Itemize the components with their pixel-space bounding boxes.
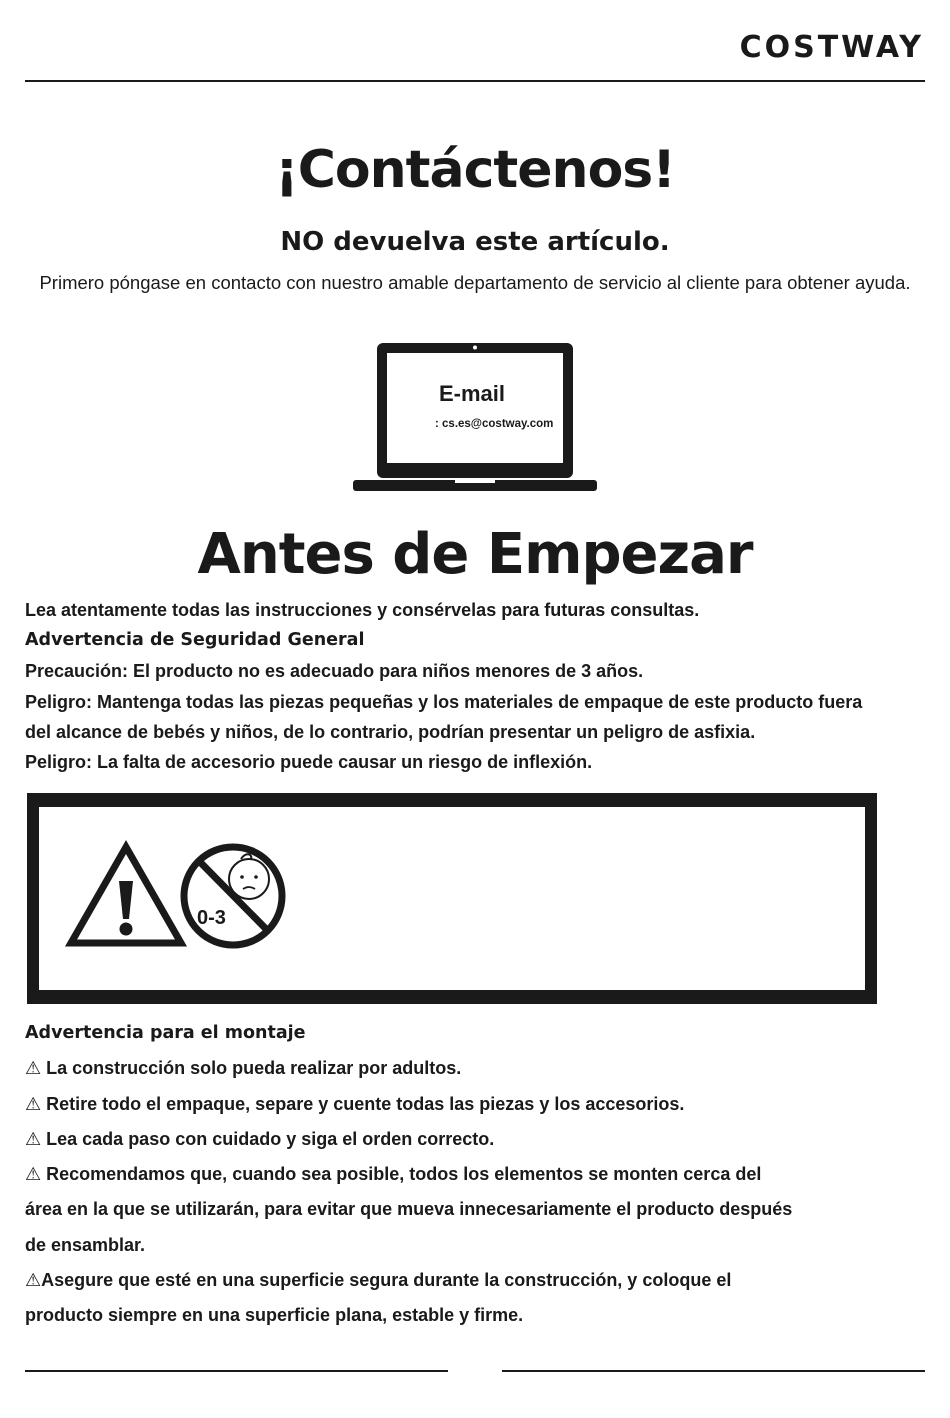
assembly-item-5 bbox=[25, 1270, 731, 1291]
assembly-item-4-cont-1: área en la que se utilizarán, para evitar que mueva innecesariamente el producto después bbox=[25, 1199, 793, 1219]
danger-text-2: del alcance de bebés y niños, de lo contrario, podrían presentar un peligro de asfixia. bbox=[25, 722, 756, 742]
assembly-item-1 bbox=[25, 1058, 461, 1079]
warning-icon: ⚠ bbox=[25, 1270, 42, 1290]
caution-text: Precaución: El producto no es adecuado para niños menores de 3 años. bbox=[25, 661, 644, 681]
safety-heading: Advertencia de Seguridad General bbox=[25, 630, 365, 650]
assembly-item-5-cont: producto siempre en una superficie plana, estable y firme. bbox=[25, 1305, 524, 1325]
danger-text-1: Peligro: Mantenga todas las piezas pequeñas y los materiales de empaque de este producto fuera bbox=[25, 692, 863, 712]
assembly-item-2 bbox=[25, 1094, 684, 1115]
header-divider bbox=[25, 80, 925, 82]
assembly-item-4-cont-2: de ensamblar. bbox=[25, 1235, 146, 1255]
warning-icon: ⚠ bbox=[25, 1058, 42, 1078]
warning-icon: ⚠ bbox=[25, 1129, 42, 1149]
warning-box bbox=[27, 793, 877, 1004]
age-label: 0-3 bbox=[197, 907, 226, 929]
email-label: E-mail bbox=[439, 381, 506, 406]
assembly-item-4 bbox=[25, 1164, 761, 1185]
danger-text-3: Peligro: La falta de accesorio puede causar un riesgo de inflexión. bbox=[25, 752, 593, 772]
contact-subtitle: NO devuelva este artículo. bbox=[280, 227, 670, 257]
no-children-0-3-icon bbox=[179, 837, 289, 949]
contact-title: ¡Contáctenos! bbox=[275, 140, 675, 200]
assembly-item-3 bbox=[25, 1129, 494, 1150]
brand-logo: COSTWAY bbox=[739, 30, 924, 65]
warning-icon: ⚠ bbox=[25, 1164, 42, 1184]
assembly-item-2-text: Retire todo el empaque, separe y cuente todas las piezas y los accesorios. bbox=[41, 1094, 685, 1114]
assembly-heading: Advertencia para el montaje bbox=[25, 1023, 306, 1043]
assembly-item-1-text: La construcción solo pueda realizar por adultos. bbox=[41, 1058, 462, 1078]
assembly-item-3-text: Lea cada paso con cuidado y siga el orden correcto. bbox=[41, 1129, 495, 1149]
assembly-item-5-text: Asegure que esté en una superficie segura durante la construcción, y coloque el bbox=[41, 1270, 732, 1290]
email-address: : cs.es@costway.com bbox=[435, 418, 554, 430]
assembly-item-4-text: Recomendamos que, cuando sea posible, todos los elementos se monten cerca del bbox=[41, 1164, 762, 1184]
footer-divider-left bbox=[25, 1370, 448, 1372]
contact-intro: Primero póngase en contacto con nuestro amable departamento de servicio al cliente para obtener ayuda. bbox=[39, 272, 911, 293]
before-title: Antes de Empezar bbox=[197, 522, 753, 587]
footer-divider-right bbox=[502, 1370, 925, 1372]
warning-icon: ⚠ bbox=[25, 1094, 42, 1114]
warning-triangle-icon bbox=[63, 837, 189, 949]
instructions-note: Lea atentamente todas las instrucciones y consérvelas para futuras consultas. bbox=[25, 600, 700, 620]
